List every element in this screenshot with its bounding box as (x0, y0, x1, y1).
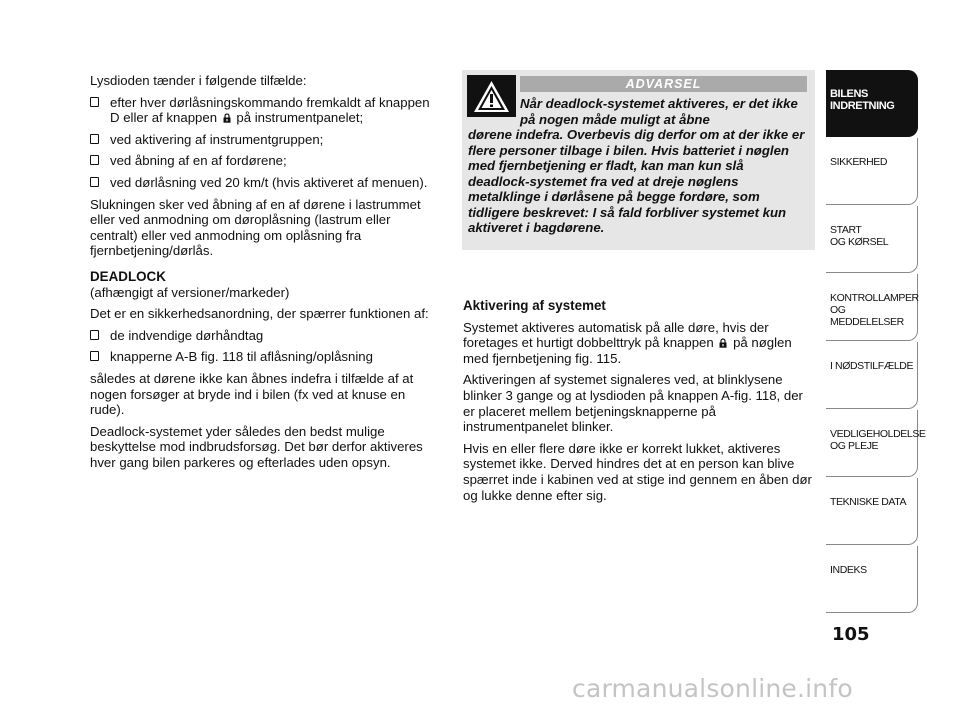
tab-bilens-indretning[interactable]: BILENS INDRETNING (826, 70, 918, 137)
paragraph: Slukningen sker ved åbning af en af dørene i lastrummet eller ved anmodning om døroplåsning (lastrum eller centralt) eller ved anmodning om oplåsning fra fjernbetjening/dørlås. (90, 196, 421, 259)
list-item: efter hver dørlåsningskommando fremkaldt af knappen D eller af knappen på instrumentpanelet; (90, 95, 440, 126)
section-subtitle: (afhængigt af versioner/markeder) (90, 284, 290, 300)
list-item: de indvendige dørhåndtag (90, 328, 440, 344)
checkbox-bullet-icon (90, 177, 99, 187)
section-heading: DEADLOCK (90, 268, 166, 284)
list-item: ved aktivering af instrumentgruppen; (90, 132, 440, 148)
paragraph: Det er en sikkerhedsanordning, der spærrer funktionen af: (90, 306, 429, 322)
checkbox-bullet-icon (90, 97, 99, 107)
warning-text: Når deadlock-systemet aktiveres, er det ikke på nogen måde muligt at åbne dørene indefra. Overbevis dig derfor om at der ikke er flere personer tilbage i bilen. Hvis batteriet i nøglen med fjernbetjening er fladt, kan man kun slå deadlock-systemet fra ved at dreje nøglens metalklinge i dørlåsene på begge fordøre, som tidligere beskrevet: I så fald forbliver systemet kun aktiveret i bagdørene. (468, 96, 805, 235)
tab-sikkerhed[interactable]: SIKKERHED (826, 138, 918, 205)
right-column (463, 296, 815, 509)
tab-kontrollamper[interactable]: KONTROLLAMPER OG MEDDELELSER (826, 274, 918, 341)
checkbox-bullet-icon (90, 351, 99, 361)
tab-i-nodstilfaelde[interactable]: I NØDSTILFÆLDE (826, 342, 918, 409)
warning-label: ADVARSEL (520, 76, 807, 92)
chapter-tabs (826, 70, 926, 614)
list-item: ved åbning af en af fordørene; (90, 153, 440, 169)
section-heading: Aktivering af systemet (463, 298, 606, 313)
lock-icon (223, 113, 231, 123)
intro-text: Lysdioden tænder i følgende tilfælde: (90, 73, 307, 88)
checkbox-bullet-icon (90, 155, 99, 165)
watermark: carmanualsonline.info (572, 674, 853, 703)
tab-start-og-korsel[interactable]: START OG KØRSEL (826, 206, 918, 273)
paragraph: Hvis en eller flere døre ikke er korrekt lukket, aktiveres systemet ikke. Derved hindres det at en person kan blive spærret inde i kabinen ved at stige ind gennem en åben dør og lukke denne efter sig. (463, 440, 812, 503)
tab-indeks[interactable]: INDEKS (826, 546, 918, 613)
page-number: 105 (832, 624, 870, 645)
paragraph: Systemet aktiveres automatisk på alle døre, hvis der foretages et hurtigt dobbelttryk på knappen på nøglen med fjernbetjening fig. 115. (463, 319, 792, 366)
checkbox-bullet-icon (90, 134, 99, 144)
list-item: knapperne A-B fig. 118 til aflåsning/oplåsning (90, 349, 440, 365)
paragraph: således at dørene ikke kan åbnes indefra i tilfælde af at nogen forsøger at bryde ind i bilen (fx ved at knuse en rude). (90, 370, 414, 418)
left-column (90, 73, 440, 476)
warning-box (462, 70, 815, 250)
tab-tekniske-data[interactable]: TEKNISKE DATA (826, 478, 918, 545)
list-item: ved dørlåsning ved 20 km/t (hvis aktiveret af menuen). (90, 175, 440, 191)
paragraph: Deadlock-systemet yder således den bedst mulige beskyttelse mod indbrudsforsøg. Det bør derfor aktiveres hver gang bilen parkeres og efterlades uden opsyn. (90, 423, 423, 470)
paragraph: Aktiveringen af systemet signaleres ved, at blinklysene blinker 3 gange og at lysdioden på knappen A-fig. 118, der er placeret mellem betjeningsknapperne på instrumentpanelet blinker. (463, 372, 803, 435)
tab-vedligeholdelse[interactable]: VEDLIGEHOLDELSE OG PLEJE (826, 410, 918, 477)
checkbox-bullet-icon (90, 330, 99, 340)
lock-icon (719, 338, 727, 348)
